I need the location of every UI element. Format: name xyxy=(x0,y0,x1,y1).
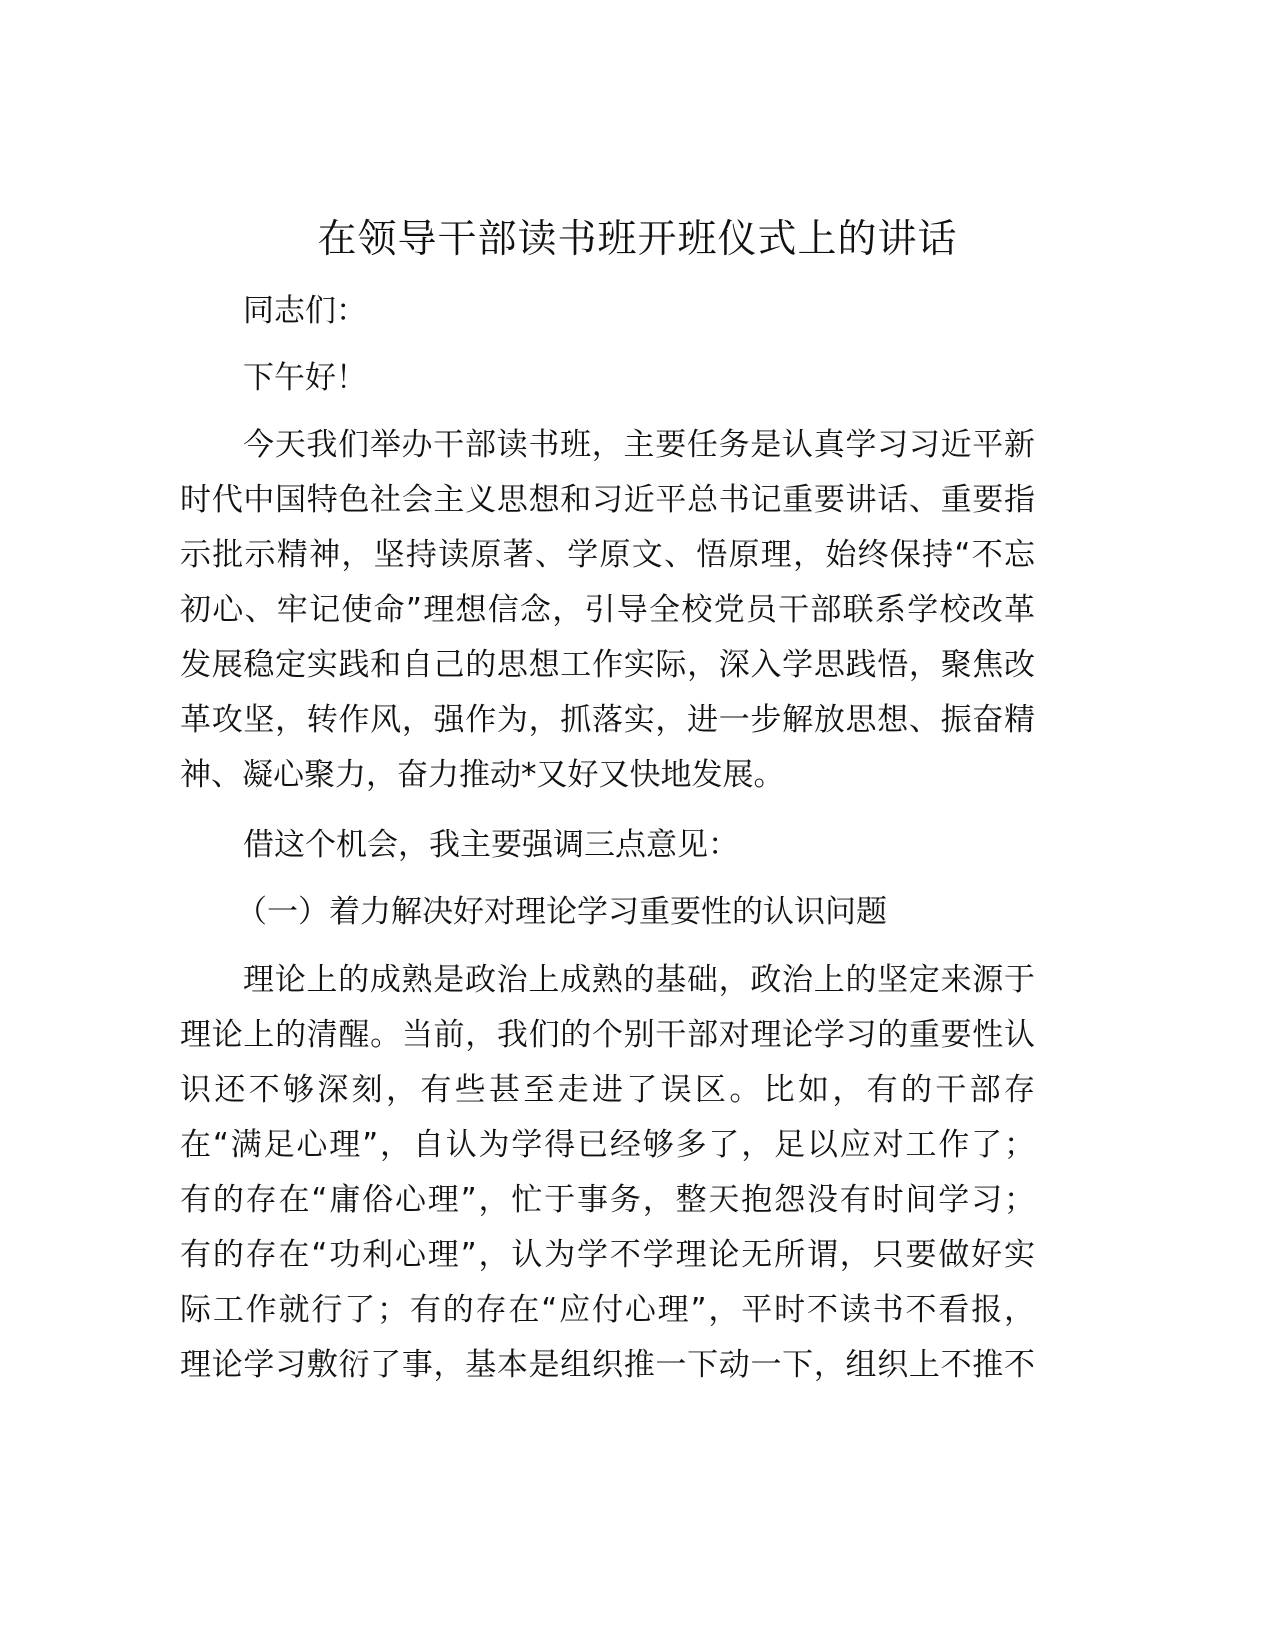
paragraph-line: 在“满足心理”，自认为学得已经够多了，足以应对工作了； xyxy=(180,1127,1035,1163)
paragraph-line: 有的存在“功利心理”，认为学不学理论无所谓，只要做好实 xyxy=(180,1237,1035,1273)
paragraph-line: 今天我们举办干部读书班，主要任务是认真学习习近平新 xyxy=(243,427,1035,463)
paragraph-2: 借这个机会，我主要强调三点意见： xyxy=(243,827,739,863)
paragraph-line: 际工作就行了；有的存在“应付心理”，平时不读书不看报， xyxy=(180,1292,1035,1328)
section-heading: （一）着力解决好对理论学习重要性的认识问题 xyxy=(236,894,887,930)
paragraph-line: 时代中国特色社会主义思想和习近平总书记重要讲话、重要指 xyxy=(180,482,1035,518)
salutation: 同志们： xyxy=(243,293,367,329)
paragraph-line: 有的存在“庸俗心理”，忙于事务，整天抱怨没有时间学习； xyxy=(180,1182,1035,1218)
paragraph-line: 理论学习敷衍了事，基本是组织推一下动一下，组织上不推不 xyxy=(180,1347,1035,1383)
paragraph-line: 示批示精神，坚持读原著、学原文、悟原理，始终保持“不忘 xyxy=(180,537,1035,573)
paragraph-line: 神、凝心聚力，奋力推动*又好又快地发展。 xyxy=(180,757,785,793)
document-title: 在领导干部读书班开班仪式上的讲话 xyxy=(317,217,958,262)
paragraph-line: 识还不够深刻，有些甚至走进了误区。比如，有的干部存 xyxy=(180,1072,1035,1108)
paragraph-line: 理论上的成熟是政治上成熟的基础，政治上的坚定来源于 xyxy=(243,962,1035,998)
paragraph-line: 理论上的清醒。当前，我们的个别干部对理论学习的重要性认 xyxy=(180,1017,1035,1053)
paragraph-line: 革攻坚，转作风，强作为，抓落实，进一步解放思想、振奋精 xyxy=(180,702,1035,738)
paragraph-line: 初心、牢记使命”理想信念，引导全校党员干部联系学校改革 xyxy=(180,592,1035,628)
paragraph-line: 发展稳定实践和自己的思想工作实际，深入学思践悟，聚焦改 xyxy=(180,647,1035,683)
greeting: 下午好！ xyxy=(243,360,367,396)
